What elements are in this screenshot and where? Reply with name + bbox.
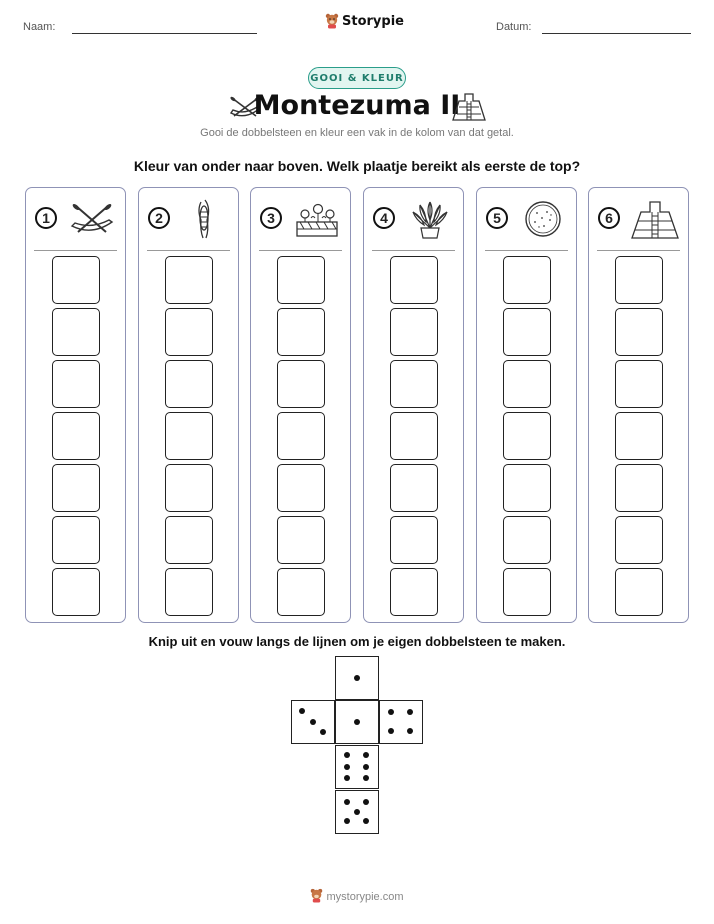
die-pip	[299, 708, 305, 714]
subtitle: Gooi de dobbelsteen en kleur een vak in de kolom van dat getal.	[200, 127, 514, 139]
name-line[interactable]	[72, 33, 257, 34]
color-box[interactable]	[277, 360, 325, 408]
column-4	[363, 187, 464, 623]
page-title: Montezuma II	[253, 90, 461, 121]
die-pip	[320, 729, 326, 735]
column-divider	[34, 250, 117, 251]
color-box[interactable]	[615, 568, 663, 616]
color-box[interactable]	[615, 464, 663, 512]
color-box[interactable]	[503, 464, 551, 512]
color-box[interactable]	[277, 464, 325, 512]
column-number: 4	[373, 207, 395, 229]
date-label: Datum:	[496, 21, 532, 33]
column-number: 5	[486, 207, 508, 229]
die-pip	[344, 799, 350, 805]
corn-icon	[179, 198, 231, 240]
column-header	[364, 188, 463, 250]
column-header	[26, 188, 125, 250]
column-number: 6	[598, 207, 620, 229]
brand-logo	[325, 13, 404, 29]
color-box[interactable]	[503, 360, 551, 408]
footer	[0, 888, 714, 903]
color-box[interactable]	[503, 412, 551, 460]
die-pip	[388, 728, 394, 734]
color-box[interactable]	[165, 308, 213, 356]
die-pip	[354, 809, 360, 815]
color-box[interactable]	[165, 464, 213, 512]
die-pip	[344, 775, 350, 781]
color-box[interactable]	[615, 360, 663, 408]
die-face-5	[335, 790, 379, 834]
color-box[interactable]	[390, 516, 438, 564]
color-box[interactable]	[503, 256, 551, 304]
footer-url: mystorypie.com	[326, 891, 404, 903]
color-box[interactable]	[165, 516, 213, 564]
die-pip	[344, 764, 350, 770]
column-number: 3	[260, 207, 282, 229]
tortilla-icon	[517, 198, 569, 240]
color-box[interactable]	[277, 568, 325, 616]
die-pip	[363, 818, 369, 824]
color-box[interactable]	[52, 308, 100, 356]
color-box[interactable]	[615, 412, 663, 460]
color-box[interactable]	[165, 412, 213, 460]
color-box[interactable]	[503, 568, 551, 616]
die-face-1	[335, 656, 379, 700]
die-pip	[388, 709, 394, 715]
die-pip	[363, 752, 369, 758]
canoe-paddles-icon	[66, 198, 118, 240]
color-box[interactable]	[277, 308, 325, 356]
column-divider	[259, 250, 342, 251]
die-face-6	[335, 745, 379, 789]
column-divider	[597, 250, 680, 251]
die-face-4	[379, 700, 423, 744]
column-divider	[485, 250, 568, 251]
pyramid-icon	[451, 91, 487, 121]
date-line[interactable]	[542, 33, 691, 34]
column-3	[250, 187, 351, 623]
column-header	[589, 188, 688, 250]
column-divider	[147, 250, 230, 251]
color-box[interactable]	[615, 308, 663, 356]
color-box[interactable]	[52, 412, 100, 460]
color-box[interactable]	[503, 308, 551, 356]
column-1	[25, 187, 126, 623]
column-number: 2	[148, 207, 170, 229]
die-pip	[354, 675, 360, 681]
color-box[interactable]	[52, 568, 100, 616]
die-pip	[363, 764, 369, 770]
bear-icon	[325, 13, 339, 29]
color-box[interactable]	[52, 516, 100, 564]
color-box[interactable]	[390, 360, 438, 408]
die-pip	[310, 719, 316, 725]
die-face-1	[335, 700, 379, 744]
flower-garden-box-icon	[291, 198, 343, 240]
pyramid-icon	[629, 198, 681, 240]
color-box[interactable]	[615, 516, 663, 564]
column-divider	[372, 250, 455, 251]
die-pip	[363, 799, 369, 805]
name-label: Naam:	[23, 21, 56, 33]
die-pip	[363, 775, 369, 781]
column-header	[139, 188, 238, 250]
color-box[interactable]	[165, 360, 213, 408]
column-6	[588, 187, 689, 623]
color-box[interactable]	[52, 360, 100, 408]
die-pip	[344, 818, 350, 824]
color-box[interactable]	[390, 464, 438, 512]
feather-headdress-icon	[404, 198, 456, 240]
die-face-3	[291, 700, 335, 744]
cut-instruction: Knip uit en vouw langs de lijnen om je eigen dobbelsteen te maken.	[148, 634, 566, 649]
die-pip	[354, 719, 360, 725]
color-box[interactable]	[52, 464, 100, 512]
color-box[interactable]	[165, 568, 213, 616]
color-box[interactable]	[390, 308, 438, 356]
activity-badge: GOOI & KLEUR	[308, 67, 406, 89]
color-box[interactable]	[390, 568, 438, 616]
color-box[interactable]	[52, 256, 100, 304]
bear-icon	[310, 888, 323, 903]
column-header	[477, 188, 576, 250]
die-pip	[344, 752, 350, 758]
color-box[interactable]	[390, 412, 438, 460]
column-5	[476, 187, 577, 623]
instruction: Kleur van onder naar boven. Welk plaatje bereikt als eerste de top?	[133, 158, 581, 174]
die-pip	[407, 728, 413, 734]
brand-name: Storypie	[342, 13, 404, 29]
column-2	[138, 187, 239, 623]
column-header	[251, 188, 350, 250]
color-box[interactable]	[615, 256, 663, 304]
color-box[interactable]	[390, 256, 438, 304]
color-box[interactable]	[503, 516, 551, 564]
color-box[interactable]	[277, 516, 325, 564]
column-number: 1	[35, 207, 57, 229]
color-box[interactable]	[277, 412, 325, 460]
color-box[interactable]	[165, 256, 213, 304]
die-pip	[407, 709, 413, 715]
color-box[interactable]	[277, 256, 325, 304]
